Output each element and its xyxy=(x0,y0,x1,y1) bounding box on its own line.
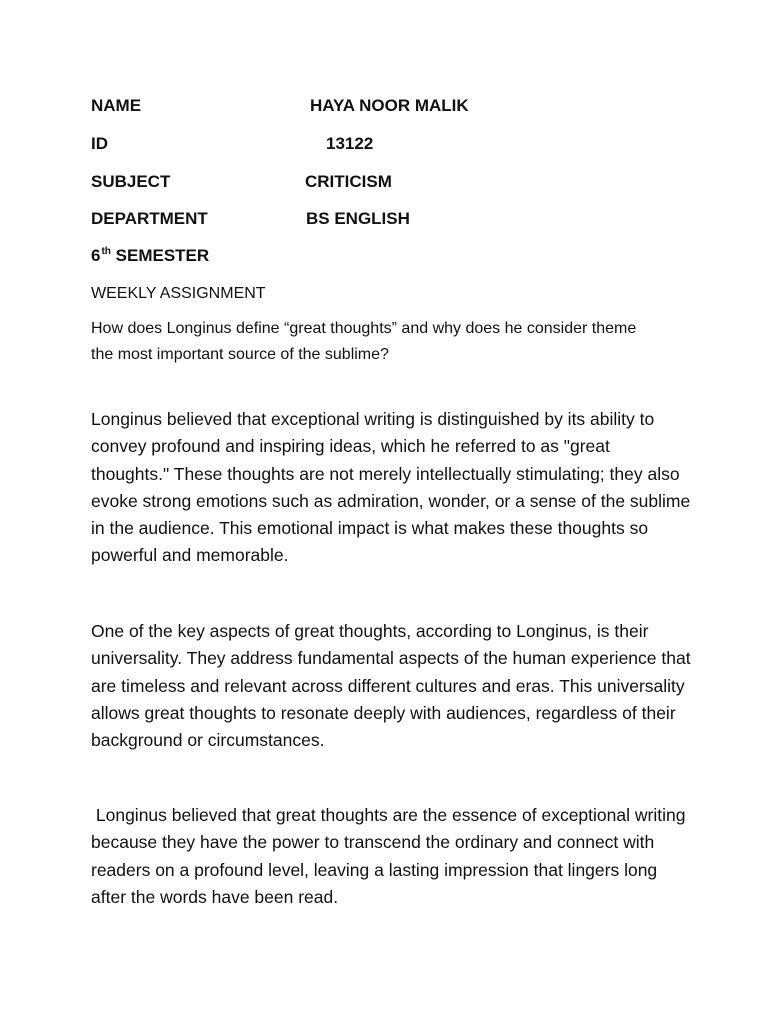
id-label: ID xyxy=(91,134,108,153)
semester-suffix: th xyxy=(101,246,111,257)
paragraph-1: Longinus believed that exceptional writing is distinguished by its ability to convey profound and inspiring ideas, which he referred to as "great thoughts." These thoughts are not merely intellectually stimulating; they also evoke strong emotions such as admiration, wonder, or a sense of the sublime in the audience. This emotional impact is what makes these thoughts so powerful and memorable. xyxy=(91,409,691,566)
department-value: BS ENGLISH xyxy=(306,209,410,228)
subject-label: SUBJECT xyxy=(91,172,171,191)
assignment-label: WEEKLY ASSIGNMENT xyxy=(91,285,266,302)
name-label: NAME xyxy=(91,96,142,115)
semester-row xyxy=(91,244,209,268)
semester-label: SEMESTER xyxy=(115,246,210,265)
semester-number: 6 xyxy=(91,246,101,265)
subject-value: CRITICISM xyxy=(305,172,392,191)
name-value: HAYA NOOR MALIK xyxy=(310,96,469,115)
paragraph-2: One of the key aspects of great thoughts, according to Longinus, is their universality. They address fundamental aspects of the human experience that are timeless and relevant across different cultures and eras. This universality allows great thoughts to resonate deeply with audiences, regardless of their background or circumstances. xyxy=(91,621,691,751)
paragraph-3: Longinus believed that great thoughts are the essence of exceptional writing because they have the power to transcend the ordinary and connect with readers on a profound level, leaving a lasting impression that lingers long after the words have been read. xyxy=(91,805,691,907)
id-value: 13122 xyxy=(326,134,374,153)
department-label: DEPARTMENT xyxy=(91,209,208,228)
question-text: How does Longinus define “great thoughts” and why does he consider theme the most important source of the sublime? xyxy=(91,320,637,363)
